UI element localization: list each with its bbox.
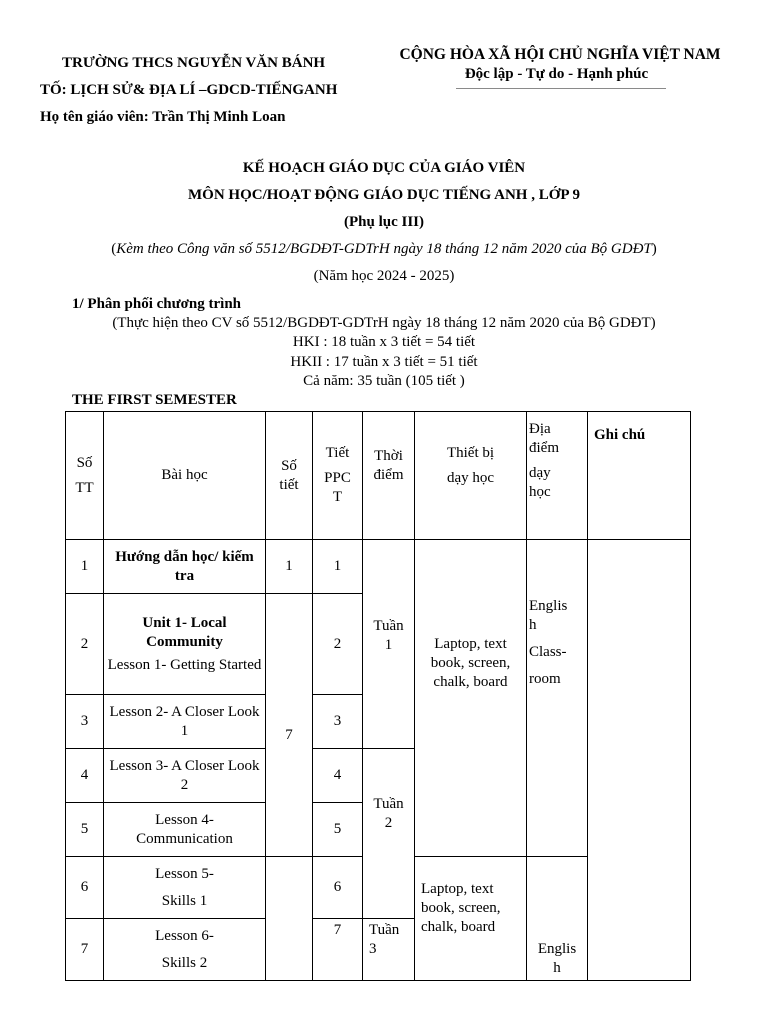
row-stt: 7 (66, 919, 104, 981)
unit-periods-cell: 7 (266, 594, 313, 857)
row-stt: 1 (66, 540, 104, 594)
teacher-name: Họ tên giáo viên: Trần Thị Minh Loan (40, 109, 286, 125)
week-cell: Tuần 3 (363, 919, 415, 981)
row-ppct: 2 (313, 594, 363, 695)
note-cell (588, 540, 691, 981)
attached-note: (Kèm theo Công văn số 5512/BGDĐT-GDTrH ngày 18 tháng 12 năm 2020 của Bộ GDĐT) (111, 241, 657, 257)
school-year: (Năm học 2024 - 2025) (313, 268, 455, 284)
department-name: TỐ: LỊCH SỬ& ĐỊA LÍ –GDCD-TIẾNGANH (40, 82, 338, 98)
row-ppct: 6 (313, 857, 363, 919)
row-stt: 3 (66, 695, 104, 749)
header-equipment: Thiết bị dạy học (415, 412, 527, 540)
row-lesson: Unit 1- Local Community Lesson 1- Getting Started (104, 594, 266, 695)
place-cell: Englis h (527, 857, 588, 981)
header-stt: Số TT (66, 412, 104, 540)
national-motto: Độc lập - Tự do - Hạnh phúc (464, 66, 649, 82)
row-lesson: Lesson 6- Skills 2 (104, 919, 266, 981)
row-lesson: Hướng dẫn học/ kiếm tra (104, 540, 266, 594)
periods-cell (266, 857, 313, 981)
row-ppct: 4 (313, 749, 363, 803)
subject-title: MÔN HỌC/HOẠT ĐỘNG GIÁO DỤC TIẾNG ANH , LỚP 9 (188, 187, 580, 203)
row-periods: 1 (266, 540, 313, 594)
table-header-row (66, 412, 691, 540)
section-line: Cả năm: 35 tuần (105 tiết ) (303, 373, 465, 389)
plan-title: KẾ HOẠCH GIÁO DỤC CỦA GIÁO VIÊN (242, 160, 526, 176)
curriculum-table (65, 411, 691, 981)
row-ppct: 5 (313, 803, 363, 857)
week-cell: Tuần 2 (363, 749, 415, 919)
row-ppct: 1 (313, 540, 363, 594)
equipment-cell: Laptop, text book, screen, chalk, board (415, 857, 527, 981)
section-line: HKII : 17 tuần x 3 tiết = 51 tiết (290, 354, 478, 370)
header-time: Thời điểm (363, 412, 415, 540)
week-cell: Tuần 1 (363, 540, 415, 749)
row-lesson: Lesson 2- A Closer Look 1 (104, 695, 266, 749)
row-ppct: 7 (313, 919, 363, 981)
republic-heading: CỘNG HÒA XÃ HỘI CHỦ NGHĨA VIỆT NAM (399, 46, 721, 63)
equipment-cell: Laptop, text book, screen, chalk, board (415, 540, 527, 857)
row-stt: 5 (66, 803, 104, 857)
header-periods: Số tiết (266, 412, 313, 540)
row-lesson: Lesson 5- Skills 1 (104, 857, 266, 919)
row-stt: 2 (66, 594, 104, 695)
appendix-label: (Phụ lục III) (343, 214, 425, 230)
header-lesson: Bài học (104, 412, 266, 540)
row-stt: 6 (66, 857, 104, 919)
section-line: HKI : 18 tuần x 3 tiết = 54 tiết (292, 334, 476, 350)
row-lesson: Lesson 3- A Closer Look 2 (104, 749, 266, 803)
attached-note-text: Kèm theo Công văn số 5512/BGDĐT-GDTrH ngày 18 tháng 12 năm 2020 của Bộ GDĐT (116, 241, 652, 257)
row-ppct: 3 (313, 695, 363, 749)
header-note: Ghi chú (588, 412, 691, 540)
header-ppct: Tiết PPC T (313, 412, 363, 540)
section-line: (Thực hiện theo CV số 5512/BGDĐT-GDTrH ngày 18 tháng 12 năm 2020 của Bộ GDĐT) (112, 315, 656, 331)
semester-heading: THE FIRST SEMESTER (72, 392, 237, 408)
table-row (66, 540, 691, 594)
motto-underline (456, 88, 666, 89)
header-place: Địa điểm dạy học (527, 412, 588, 540)
row-stt: 4 (66, 749, 104, 803)
row-lesson: Lesson 4- Communication (104, 803, 266, 857)
section-title: 1/ Phân phối chương trình (72, 296, 242, 312)
place-cell: Englis h Class- room (527, 540, 588, 857)
school-name: TRƯỜNG THCS NGUYỄN VĂN BÁNH (62, 55, 326, 71)
